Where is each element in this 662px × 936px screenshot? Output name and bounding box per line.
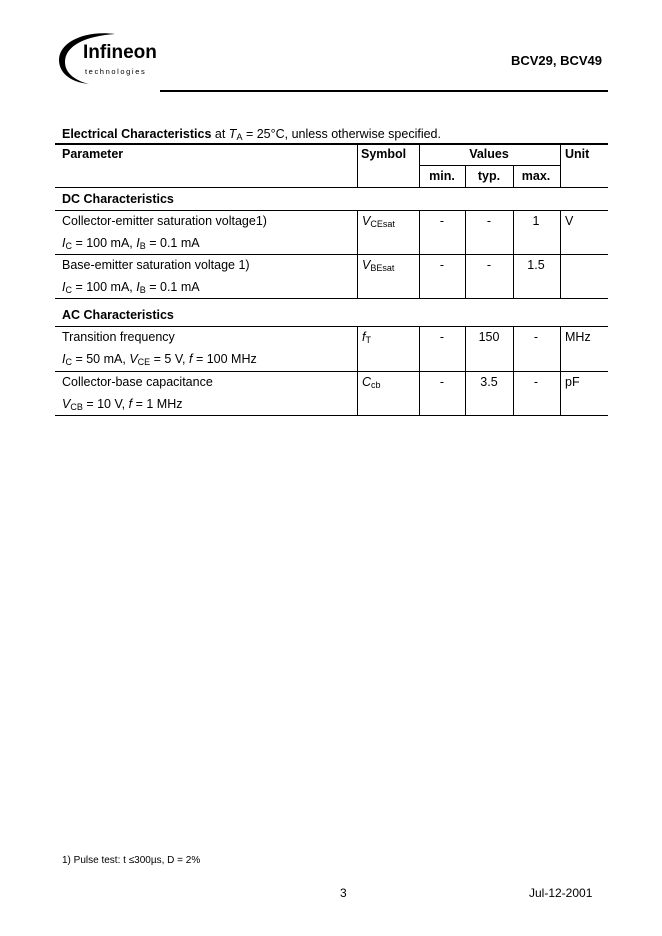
symbol-main: f — [362, 330, 366, 344]
row-min: - — [439, 214, 445, 228]
row-typ: 150 — [478, 330, 500, 344]
dc-section-rule — [55, 210, 608, 211]
condition-subscript: B — [139, 241, 146, 251]
condition-text: = 50 mA, — [71, 352, 130, 366]
condition-variable: I — [62, 236, 66, 250]
condition-subscript: CE — [137, 357, 151, 367]
col-divider — [465, 165, 466, 187]
row-max: 1 — [532, 214, 540, 228]
col-divider — [465, 326, 466, 415]
condition-variable: I — [62, 280, 66, 294]
caption-rest: = 25°C, unless otherwise specified. — [245, 127, 441, 141]
condition-text: = 100 MHz — [192, 352, 257, 366]
row-symbol — [362, 375, 381, 390]
symbol-subscript: cb — [371, 380, 381, 390]
part-title: BCV29, BCV49 — [510, 53, 602, 68]
condition-variable: I — [136, 280, 140, 294]
footnote: 1) Pulse test: t ≤300µs, D = 2% — [62, 855, 201, 866]
caption-symbol-sub: A — [236, 132, 243, 142]
symbol-main: V — [362, 258, 371, 272]
row-min: - — [439, 330, 445, 344]
row-condition — [62, 236, 200, 251]
row-unit: pF — [565, 375, 580, 389]
condition-variable: f — [128, 397, 133, 411]
caption-at: at — [214, 127, 226, 141]
row-symbol — [362, 258, 394, 273]
row-max: 1.5 — [527, 258, 545, 272]
row-parameter: Base-emitter saturation voltage 1) — [62, 258, 250, 272]
condition-variable: f — [188, 352, 193, 366]
symbol-subscript: T — [365, 335, 371, 345]
document-date: Jul-12-2001 — [529, 886, 593, 900]
row-parameter: Collector-base capacitance — [62, 375, 213, 389]
condition-variable: V — [62, 397, 71, 411]
condition-text: = 0.1 mA — [145, 280, 200, 294]
section-dc: DC Characteristics — [62, 192, 174, 206]
col-divider — [560, 326, 561, 415]
infineon-logo — [55, 28, 165, 86]
col-divider — [560, 143, 561, 187]
col-divider — [513, 326, 514, 415]
col-divider — [357, 326, 358, 415]
header-symbol: Symbol — [361, 147, 407, 161]
row-symbol — [362, 330, 371, 345]
row-condition — [62, 280, 200, 295]
table-caption — [62, 127, 441, 142]
header-parameter: Parameter — [62, 147, 124, 161]
col-divider — [513, 210, 514, 298]
row-max: - — [533, 330, 539, 344]
col-divider — [357, 143, 358, 187]
row-parameter: Collector-emitter saturation voltage1) — [62, 214, 267, 228]
row-unit: MHz — [565, 330, 591, 344]
caption-symbol: T — [228, 127, 237, 141]
page-number: 3 — [340, 886, 347, 900]
row-unit: V — [565, 214, 574, 228]
condition-variable: I — [62, 352, 66, 366]
col-divider — [465, 210, 466, 298]
condition-text: = 100 mA, — [71, 280, 137, 294]
condition-variable: V — [129, 352, 138, 366]
condition-subscript: CB — [70, 402, 83, 412]
condition-subscript: C — [65, 285, 72, 295]
row-symbol — [362, 214, 395, 229]
col-divider — [419, 326, 420, 415]
header-typ: typ. — [477, 169, 501, 183]
condition-subscript: C — [65, 241, 72, 251]
condition-text: = 10 V, — [82, 397, 129, 411]
electrical-characteristics-table — [55, 143, 608, 417]
col-divider — [560, 210, 561, 298]
row-condition — [62, 352, 257, 367]
symbol-main: V — [362, 214, 371, 228]
values-sub-rule — [420, 165, 560, 166]
col-divider — [419, 210, 420, 298]
row-typ: 3.5 — [480, 375, 498, 389]
row-3-rule — [55, 371, 608, 372]
logo-word: Infineon — [83, 42, 157, 63]
header-min: min. — [429, 169, 455, 183]
condition-text: = 0.1 mA — [145, 236, 200, 250]
ac-section-rule — [55, 326, 608, 327]
header-max: max. — [521, 169, 551, 183]
row-typ: - — [486, 214, 492, 228]
row-4-rule — [55, 415, 608, 416]
table-top-rule — [55, 143, 608, 145]
symbol-main: C — [362, 375, 372, 389]
header-bottom-rule — [55, 187, 608, 188]
symbol-subscript: BEsat — [370, 263, 395, 273]
condition-subscript: B — [139, 285, 146, 295]
row-typ: - — [486, 258, 492, 272]
section-ac: AC Characteristics — [62, 308, 174, 322]
condition-text: = 1 MHz — [132, 397, 183, 411]
col-divider — [419, 143, 420, 187]
condition-text: = 5 V, — [150, 352, 189, 366]
row-parameter: Transition frequency — [62, 330, 175, 344]
logo-subtitle: technologies — [85, 67, 147, 76]
header-values: Values — [469, 147, 509, 161]
row-condition — [62, 397, 182, 412]
condition-subscript: C — [65, 357, 72, 367]
col-divider — [357, 210, 358, 298]
col-divider — [513, 165, 514, 187]
caption-bold: Electrical Characteristics — [62, 127, 212, 141]
header-unit: Unit — [565, 147, 590, 161]
row-min: - — [439, 375, 445, 389]
row-min: - — [439, 258, 445, 272]
condition-variable: I — [136, 236, 140, 250]
row-2-rule — [55, 298, 608, 299]
row-max: - — [533, 375, 539, 389]
symbol-subscript: CEsat — [370, 219, 395, 229]
header-rule — [160, 90, 608, 92]
condition-text: = 100 mA, — [71, 236, 137, 250]
row-1-rule — [55, 254, 608, 255]
